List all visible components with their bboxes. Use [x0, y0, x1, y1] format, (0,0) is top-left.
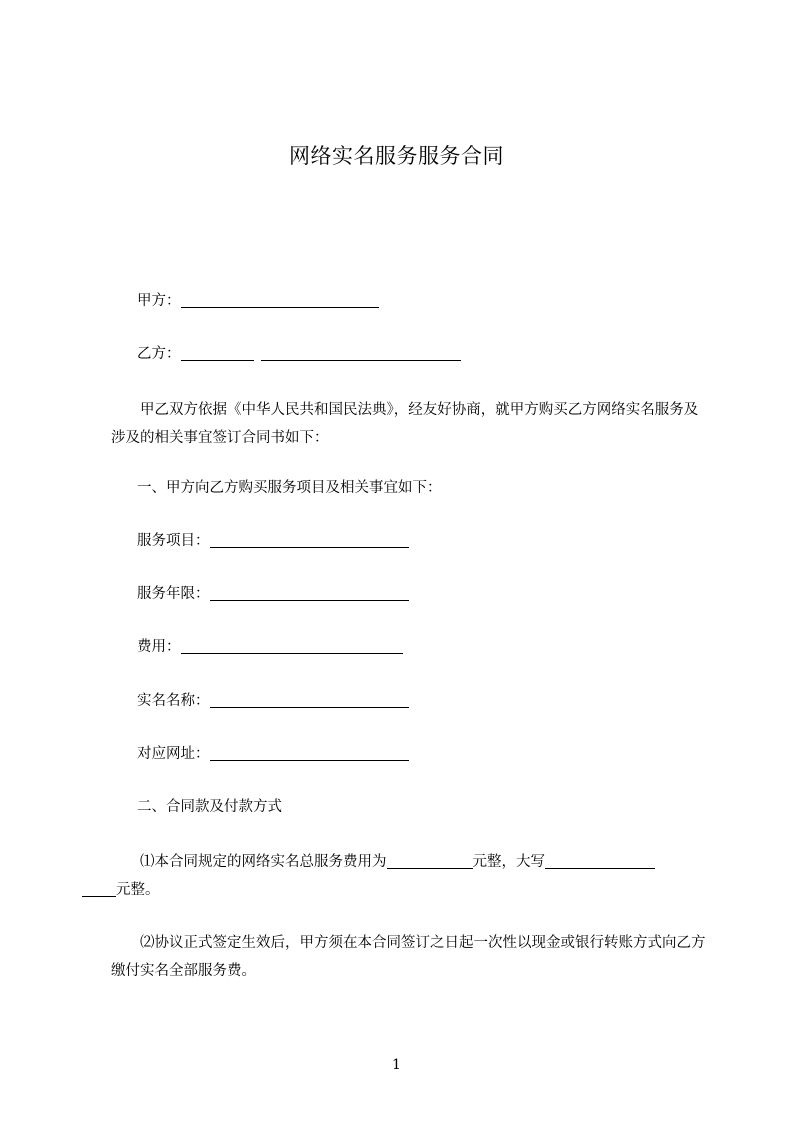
service-item-line: [137, 530, 409, 552]
clause-1-text-a: ⑴本合同规定的网络实名总服务费用为: [140, 854, 387, 870]
party-a-blank[interactable]: [181, 292, 379, 308]
party-b-blank-long[interactable]: [261, 345, 461, 361]
real-name-blank[interactable]: [210, 692, 409, 708]
party-b-label: 乙方：: [137, 346, 181, 362]
party-a-label: 甲方：: [137, 293, 181, 309]
real-name-line: [137, 690, 409, 712]
total-fee-blank[interactable]: [387, 853, 473, 869]
fee-blank[interactable]: [181, 638, 403, 654]
url-line: [137, 743, 409, 765]
party-a-line: [137, 290, 379, 312]
real-name-label: 实名名称：: [137, 693, 210, 709]
clause-1-text-b: 元整，大写: [472, 854, 545, 870]
party-b-line: [137, 343, 461, 365]
fee-in-words-blank-2[interactable]: [82, 881, 116, 897]
service-years-line: [137, 583, 409, 605]
section-2-heading: 二、合同款及付款方式: [137, 799, 282, 815]
service-item-blank[interactable]: [210, 532, 409, 548]
fee-label: 费用：: [137, 639, 181, 655]
fee-in-words-blank-1[interactable]: [545, 853, 655, 869]
service-years-blank[interactable]: [210, 585, 409, 601]
clause-1-text-c: 元整。: [116, 882, 160, 898]
page-number: 1: [392, 1057, 401, 1073]
url-blank[interactable]: [210, 745, 409, 761]
document-title: 网络实名服务服务合同: [289, 144, 504, 168]
url-label: 对应网址：: [137, 746, 210, 762]
intro-paragraph: 甲乙双方依据《中华人民共和国民法典》，经友好协商，就甲方购买乙方网络实名服务及涉及的相关事宜签订合同书如下：: [111, 402, 699, 446]
section-1-heading: 一、甲方向乙方购买服务项目及相关事宜如下：: [137, 480, 442, 496]
clause-1-paragraph: [111, 848, 711, 904]
service-item-label: 服务项目：: [137, 533, 210, 549]
fee-line: [137, 636, 403, 658]
clause-2-paragraph: ⑵协议正式签定生效后，甲方须在本合同签订之日起一次性以现金或银行转账方式向乙方缴付实名全部服务费。: [111, 935, 706, 979]
party-b-blank-short[interactable]: [181, 345, 254, 361]
service-years-label: 服务年限：: [137, 586, 210, 602]
